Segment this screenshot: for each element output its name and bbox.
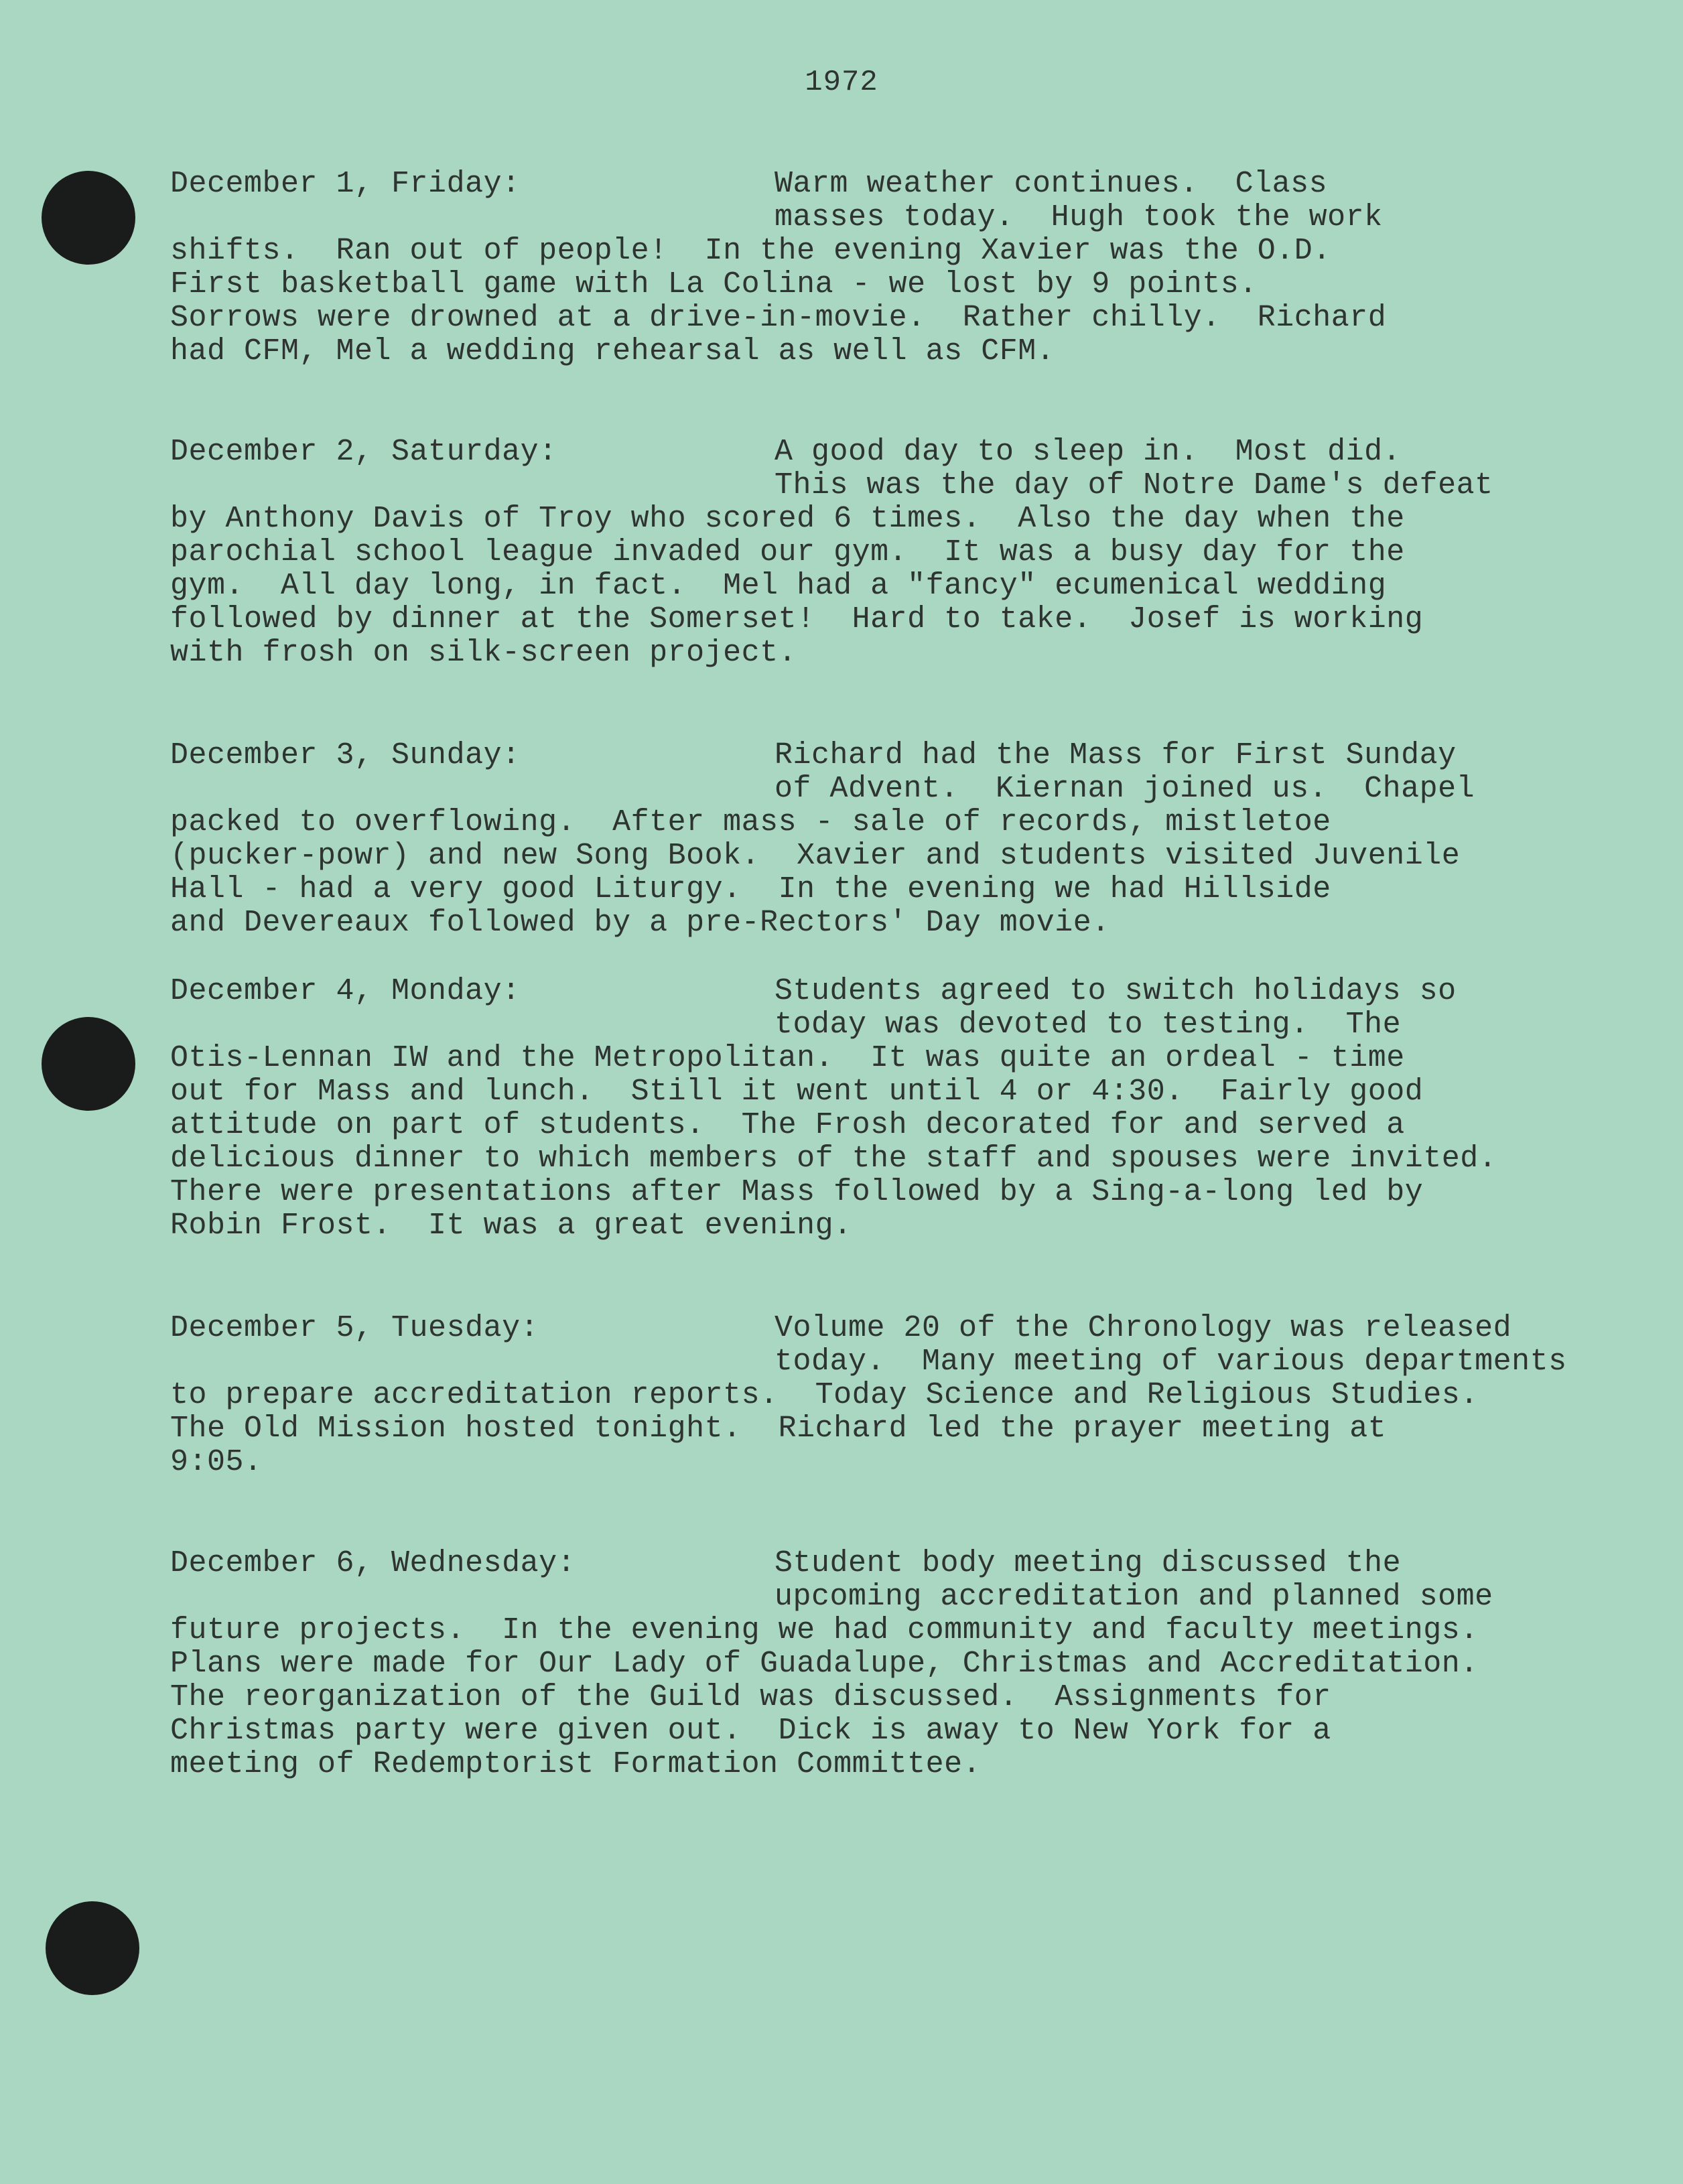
entry-text-line: parochial school league invaded our gym. It was a busy day for the	[170, 535, 1405, 569]
entry-date: December 6, Wednesday:	[170, 1546, 576, 1580]
entry-text-line: The Old Mission hosted tonight. Richard led the prayer meeting at	[170, 1412, 1387, 1446]
entry-text-line: (pucker-powr) and new Song Book. Xavier and students visited Juvenile	[170, 839, 1461, 873]
punch-hole-top	[42, 171, 135, 265]
entry-text-line: First basketball game with La Colina - we lost by 9 points.	[170, 267, 1258, 301]
entry-text-line: Sorrows were drowned at a drive-in-movie. Rather chilly. Richard	[170, 301, 1387, 335]
entry-text-line: Student body meeting discussed the	[775, 1546, 1402, 1580]
entry-text-line: There were presentations after Mass followed by a Sing-a-long led by	[170, 1175, 1424, 1209]
entry-text-line: This was the day of Notre Dame's defeat	[775, 468, 1493, 502]
entry-text-line: upcoming accreditation and planned some	[775, 1580, 1493, 1614]
punch-hole-bottom	[46, 1901, 139, 1995]
entry-text-line: Robin Frost. It was a great evening.	[170, 1209, 852, 1243]
entry-text-line: gym. All day long, in fact. Mel had a "fancy" ecumenical wedding	[170, 569, 1387, 603]
entry-date: December 3, Sunday:	[170, 738, 521, 772]
entry-date: December 4, Monday:	[170, 974, 521, 1008]
entry-text-line: future projects. In the evening we had community and faculty meetings.	[170, 1613, 1479, 1647]
entry-text-line: masses today. Hugh took the work	[775, 200, 1383, 234]
entry-text-line: packed to overflowing. After mass - sale of records, mistletoe	[170, 805, 1331, 839]
entry-date: December 2, Saturday:	[170, 435, 557, 469]
punch-hole-middle	[42, 1017, 135, 1111]
entry-text-line: Volume 20 of the Chronology was released	[775, 1311, 1512, 1345]
entry-date: December 5, Tuesday:	[170, 1311, 539, 1345]
entry-text-line: of Advent. Kiernan joined us. Chapel	[775, 772, 1475, 806]
entry-text-line: Plans were made for Our Lady of Guadalupe, Christmas and Accreditation.	[170, 1647, 1479, 1681]
entry-text-line: and Devereaux followed by a pre-Rectors' Day movie.	[170, 906, 1110, 940]
entry-text-line: with frosh on silk-screen project.	[170, 636, 797, 670]
entry-text-line: meeting of Redemptorist Formation Committee.	[170, 1747, 982, 1781]
entry-text-line: 9:05.	[170, 1445, 263, 1479]
page-year: 1972	[805, 66, 878, 99]
entry-text-line: Students agreed to switch holidays so	[775, 974, 1457, 1008]
entry-text-line: followed by dinner at the Somerset! Hard to take. Josef is working	[170, 602, 1424, 636]
entry-text-line: The reorganization of the Guild was discussed. Assignments for	[170, 1680, 1331, 1714]
entry-text-line: Warm weather continues. Class	[775, 167, 1328, 201]
entry-text-line: by Anthony Davis of Troy who scored 6 times. Also the day when the	[170, 502, 1405, 536]
entry-text-line: Christmas party were given out. Dick is away to New York for a	[170, 1714, 1331, 1748]
entry-text-line: Richard had the Mass for First Sunday	[775, 738, 1457, 772]
entry-text-line: shifts. Ran out of people! In the evening Xavier was the O.D.	[170, 234, 1331, 268]
entry-text-line: to prepare accreditation reports. Today Science and Religious Studies.	[170, 1378, 1479, 1412]
entry-text-line: today. Many meeting of various departments	[775, 1345, 1567, 1379]
entry-text-line: Hall - had a very good Liturgy. In the evening we had Hillside	[170, 872, 1331, 906]
entry-text-line: attitude on part of students. The Frosh decorated for and served a	[170, 1108, 1405, 1142]
entry-date: December 1, Friday:	[170, 167, 521, 201]
entry-text-line: A good day to sleep in. Most did.	[775, 435, 1402, 469]
entry-text-line: had CFM, Mel a wedding rehearsal as well as CFM.	[170, 334, 1055, 368]
entry-text-line: Otis-Lennan IW and the Metropolitan. It was quite an ordeal - time	[170, 1041, 1405, 1075]
entry-text-line: today was devoted to testing. The	[775, 1008, 1402, 1042]
entry-text-line: out for Mass and lunch. Still it went until 4 or 4:30. Fairly good	[170, 1075, 1424, 1109]
entry-text-line: delicious dinner to which members of the staff and spouses were invited.	[170, 1142, 1497, 1176]
